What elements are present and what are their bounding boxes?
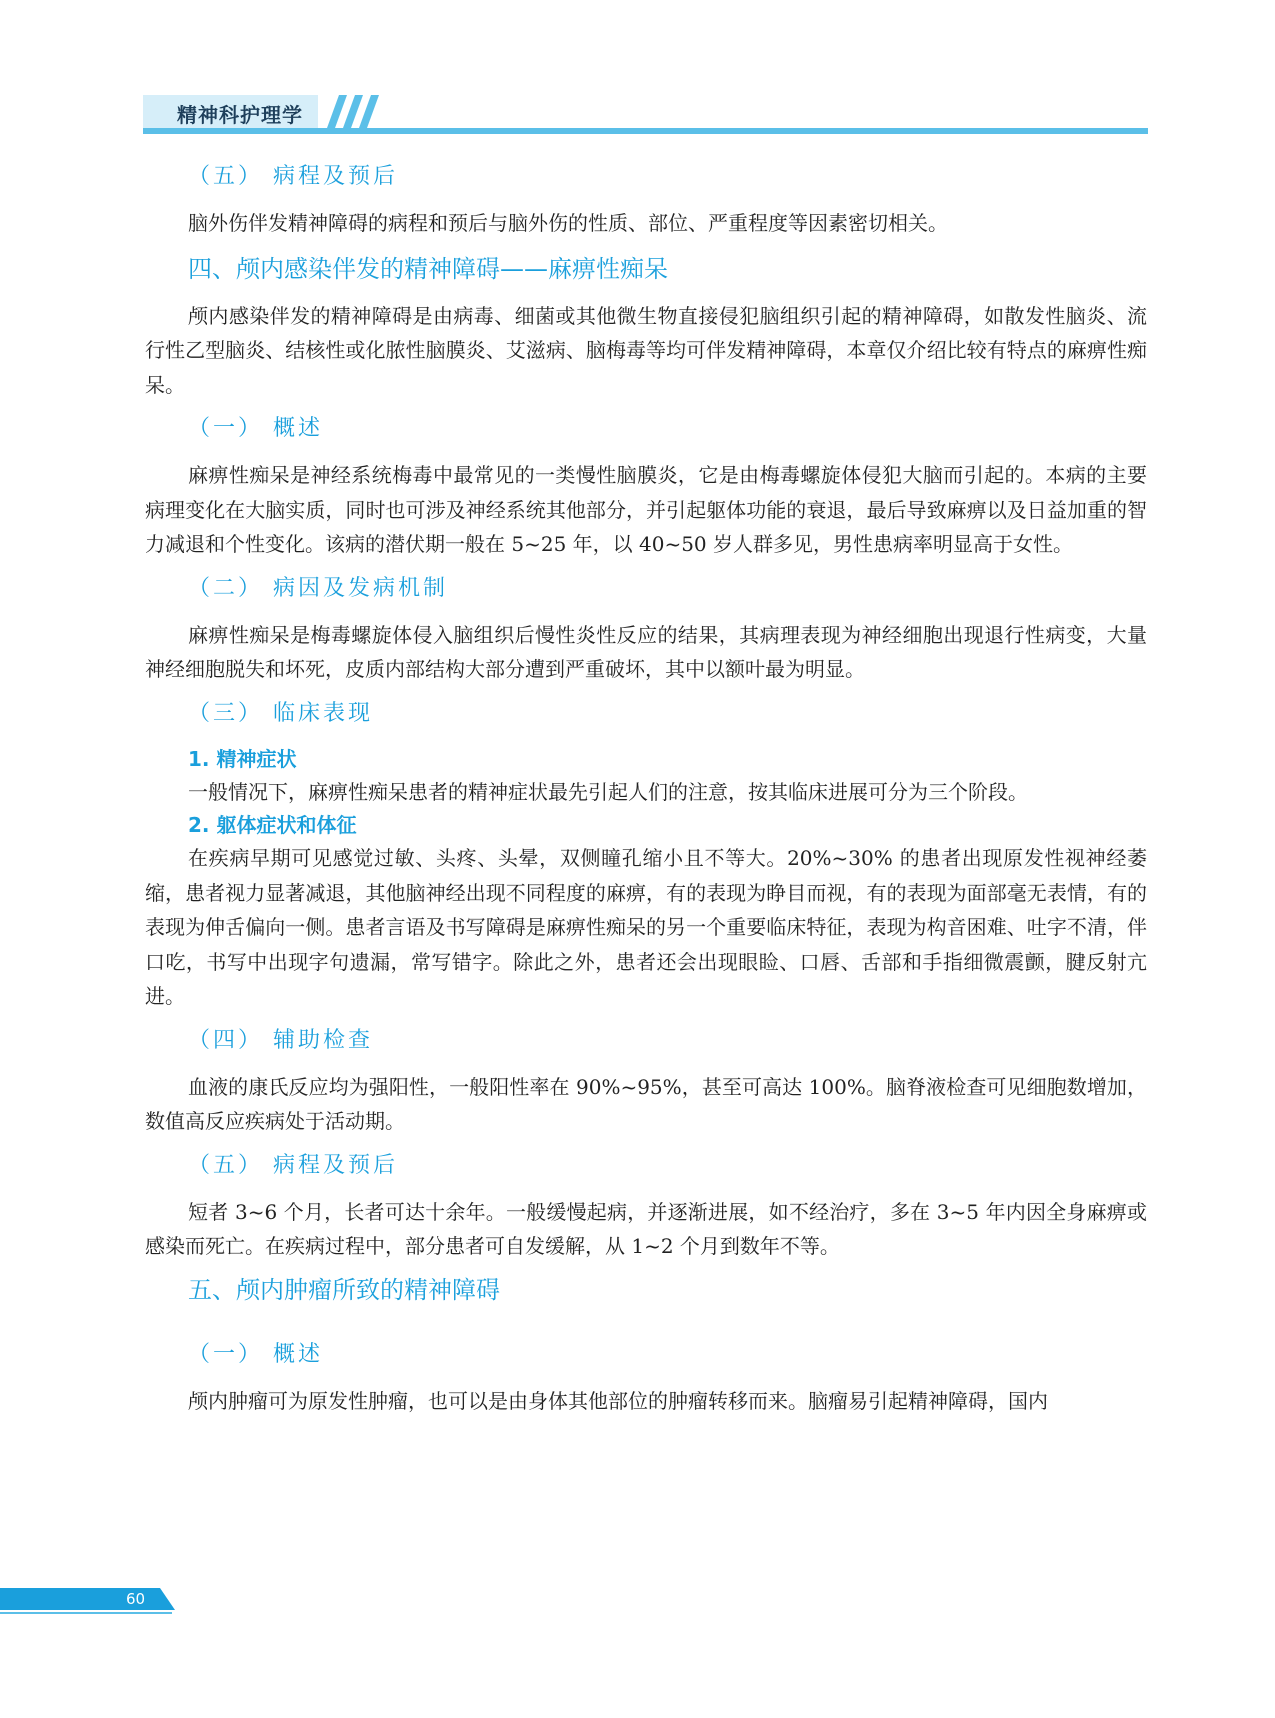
section-heading: （三） 临床表现	[188, 700, 373, 726]
paragraph: 在疾病早期可见感觉过敏、头疼、头晕，双侧瞳孔缩小且不等大。20%~30% 的患者出现原发性视神经萎缩，患者视力显著减退，其他脑神经出现不同程度的麻痹，有的表现为睁目而视，有的表现为面部毫无表情，有的表现为伸舌偏向一侧。患者言语及书写障碍是麻痹性痴呆的另一个重要临床特征，表现为构音困难、吐字不清，伴口吃，书写中出现字句遗漏，常写错字。除此之外，患者还会出现眼睑、口唇、舌部和手指细微震颤，腱反射亢进。	[145, 846, 1147, 1008]
section-heading: （五） 病程及预后	[188, 1152, 398, 1178]
chapter-heading: 四、颅内感染伴发的精神障碍——麻痹性痴呆	[188, 254, 668, 283]
book-title: 精神科护理学	[177, 103, 303, 127]
section-heading: （二） 病因及发病机制	[188, 575, 448, 601]
page-content	[145, 160, 1147, 1418]
chapter-heading: 五、颅内肿瘤所致的精神障碍	[188, 1275, 500, 1304]
paragraph: 短者 3~6 个月，长者可达十余年。一般缓慢起病，并逐渐进展，如不经治疗，多在 3~5 年内因全身麻痹或感染而死亡。在疾病过程中，部分患者可自发缓解，从 1~2 个月到数年不等。	[145, 1199, 1147, 1258]
paragraph: 麻痹性痴呆是神经系统梅毒中最常见的一类慢性脑膜炎，它是由梅毒螺旋体侵犯大脑而引起的。本病的主要病理变化在大脑实质，同时也可涉及神经系统其他部分，并引起躯体功能的衰退，最后导致麻痹以及日益加重的智力减退和个性变化。该病的潜伏期一般在 5~25 年，以 40~50 岁人群多见，男性患病率明显高于女性。	[145, 463, 1147, 556]
paragraph: 血液的康氏反应均为强阳性，一般阳性率在 90%~95%，甚至可高达 100%。脑脊液检查可见细胞数增加，数值高反应疾病处于活动期。	[145, 1074, 1147, 1133]
section-heading: （五） 病程及预后	[188, 164, 398, 189]
section-heading: （一） 概述	[188, 416, 323, 441]
paragraph: 颅内感染伴发的精神障碍是由病毒、细菌或其他微生物直接侵犯脑组织引起的精神障碍，如散发性脑炎、流行性乙型脑炎、结核性或化脓性脑膜炎、艾滋病、脑梅毒等均可伴发精神障碍，本章仅介绍比较有特点的麻痹性痴呆。	[145, 303, 1147, 397]
paragraph: 麻痹性痴呆是梅毒螺旋体侵入脑组织后慢性炎性反应的结果，其病理表现为神经细胞出现退行性病变，大量神经细胞脱失和坏死，皮质内部结构大部分遭到严重破坏，其中以额叶最为明显。	[145, 622, 1147, 681]
paragraph: 颅内肿瘤可为原发性肿瘤，也可以是由身体其他部位的肿瘤转移而来。脑瘤易引起精神障碍，国内	[188, 1388, 1048, 1413]
page-footer	[0, 1588, 175, 1618]
running-header	[143, 95, 1148, 131]
section-heading: （四） 辅助检查	[188, 1027, 373, 1053]
subsection-heading: 1. 精神症状	[188, 746, 297, 771]
paragraph: 一般情况下，麻痹性痴呆患者的精神症状最先引起人们的注意，按其临床进展可分为三个阶段。	[188, 779, 1028, 804]
subsection-heading: 2. 躯体症状和体征	[188, 813, 357, 837]
page-number: 60	[126, 1590, 146, 1608]
header-stripes-decoration	[313, 95, 383, 128]
section-heading: （一） 概述	[188, 1341, 323, 1367]
paragraph: 脑外伤伴发精神障碍的病程和预后与脑外伤的性质、部位、严重程度等因素密切相关。	[188, 211, 948, 235]
page-number-tab	[0, 1588, 175, 1618]
header-rule	[143, 128, 1148, 134]
